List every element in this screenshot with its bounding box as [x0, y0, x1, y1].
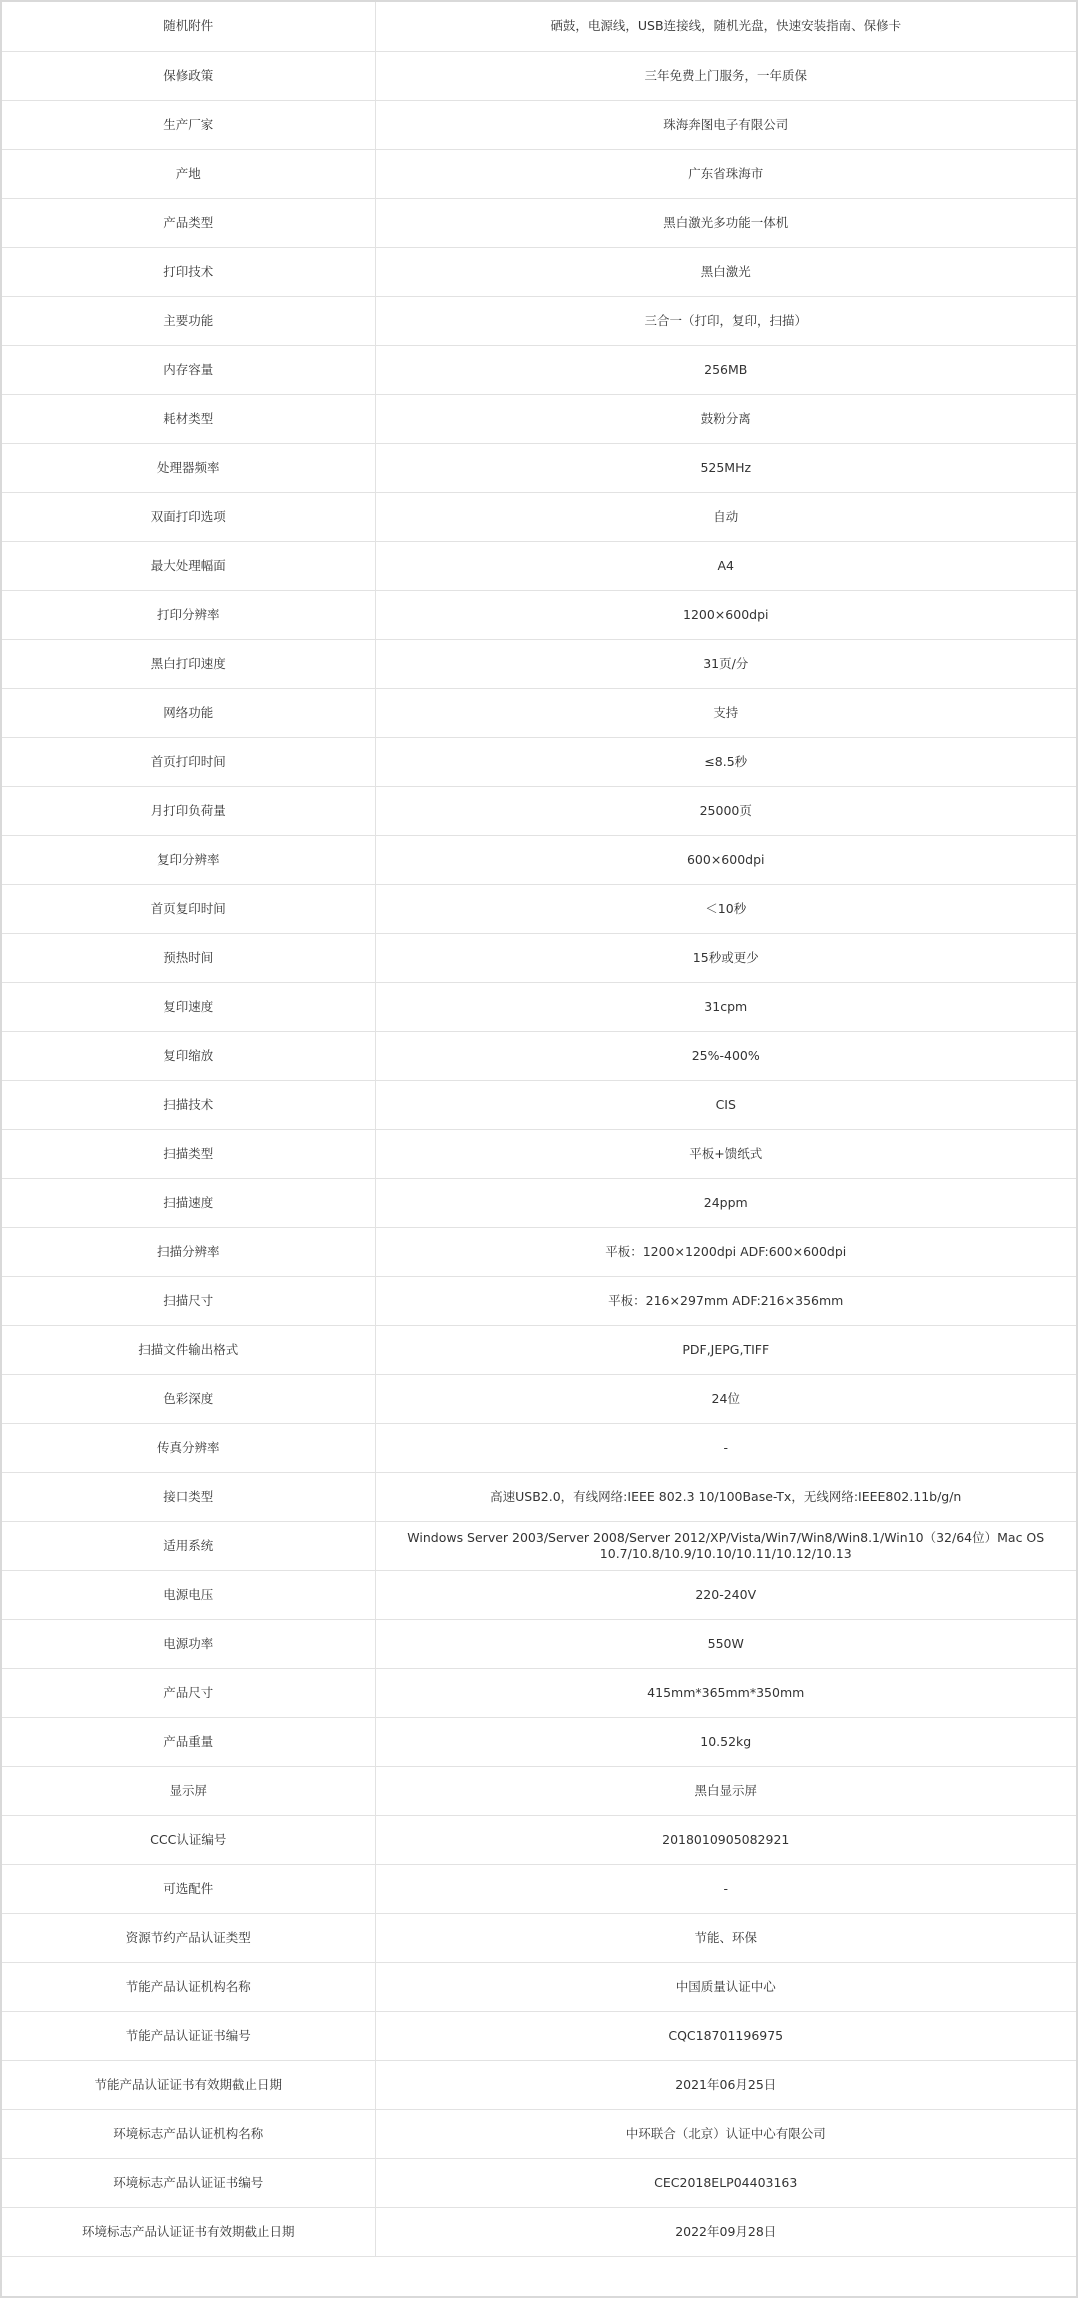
- spec-row: [2, 884, 1076, 933]
- spec-value: 黑白显示屏: [375, 1766, 1076, 1815]
- spec-value: 三年免费上门服务，一年质保: [375, 51, 1076, 100]
- spec-value: 220-240V: [375, 1570, 1076, 1619]
- spec-label: 可选配件: [2, 1864, 375, 1913]
- spec-label: 扫描尺寸: [2, 1276, 375, 1325]
- spec-value: 珠海奔图电子有限公司: [375, 100, 1076, 149]
- spec-table-body: [2, 2, 1076, 2256]
- spec-label: 耗材类型: [2, 394, 375, 443]
- spec-label: 随机附件: [2, 2, 375, 51]
- spec-value: -: [375, 1864, 1076, 1913]
- spec-label: 扫描技术: [2, 1080, 375, 1129]
- spec-row: [2, 1227, 1076, 1276]
- spec-row: [2, 1717, 1076, 1766]
- spec-row: [2, 1325, 1076, 1374]
- spec-row: [2, 2109, 1076, 2158]
- spec-label: 黑白打印速度: [2, 639, 375, 688]
- spec-row: [2, 51, 1076, 100]
- spec-row: [2, 786, 1076, 835]
- spec-label: 扫描类型: [2, 1129, 375, 1178]
- spec-value: A4: [375, 541, 1076, 590]
- spec-label: 打印分辨率: [2, 590, 375, 639]
- spec-row: [2, 982, 1076, 1031]
- spec-row: [2, 1668, 1076, 1717]
- spec-label: 电源功率: [2, 1619, 375, 1668]
- spec-label: 打印技术: [2, 247, 375, 296]
- spec-label: 内存容量: [2, 345, 375, 394]
- spec-row: [2, 1472, 1076, 1521]
- spec-label: 首页打印时间: [2, 737, 375, 786]
- spec-label: 环境标志产品认证机构名称: [2, 2109, 375, 2158]
- spec-label: 接口类型: [2, 1472, 375, 1521]
- spec-label: 环境标志产品认证证书有效期截止日期: [2, 2207, 375, 2256]
- spec-row: [2, 198, 1076, 247]
- spec-row: [2, 1178, 1076, 1227]
- spec-value: 黑白激光多功能一体机: [375, 198, 1076, 247]
- spec-value: 平板：216×297mm ADF:216×356mm: [375, 1276, 1076, 1325]
- spec-value: 硒鼓，电源线，USB连接线，随机光盘，快速安装指南、保修卡: [375, 2, 1076, 51]
- spec-label: 产地: [2, 149, 375, 198]
- spec-value: PDF,JEPG,TIFF: [375, 1325, 1076, 1374]
- spec-label: 产品类型: [2, 198, 375, 247]
- spec-value: 1200×600dpi: [375, 590, 1076, 639]
- spec-row: [2, 492, 1076, 541]
- spec-row: [2, 1080, 1076, 1129]
- spec-label: CCC认证编号: [2, 1815, 375, 1864]
- spec-row: [2, 1913, 1076, 1962]
- spec-row: [2, 1276, 1076, 1325]
- spec-label: 产品尺寸: [2, 1668, 375, 1717]
- spec-row: [2, 688, 1076, 737]
- spec-value: 550W: [375, 1619, 1076, 1668]
- spec-value: ≤8.5秒: [375, 737, 1076, 786]
- spec-row: [2, 737, 1076, 786]
- spec-label: 扫描速度: [2, 1178, 375, 1227]
- spec-label: 最大处理幅面: [2, 541, 375, 590]
- spec-row: [2, 1864, 1076, 1913]
- spec-row: [2, 1423, 1076, 1472]
- spec-value: 2022年09月28日: [375, 2207, 1076, 2256]
- spec-label: 处理器频率: [2, 443, 375, 492]
- spec-value: 256MB: [375, 345, 1076, 394]
- spec-row: [2, 2207, 1076, 2256]
- spec-label: 环境标志产品认证证书编号: [2, 2158, 375, 2207]
- spec-label: 生产厂家: [2, 100, 375, 149]
- spec-label: 适用系统: [2, 1521, 375, 1570]
- spec-row: [2, 394, 1076, 443]
- spec-value: 三合一（打印，复印，扫描）: [375, 296, 1076, 345]
- spec-row: [2, 2011, 1076, 2060]
- spec-value: 平板：1200×1200dpi ADF:600×600dpi: [375, 1227, 1076, 1276]
- spec-value: 525MHz: [375, 443, 1076, 492]
- spec-value: 自动: [375, 492, 1076, 541]
- spec-row: [2, 1570, 1076, 1619]
- spec-value: 高速USB2.0，有线网络:IEEE 802.3 10/100Base-Tx，无线网络:IEEE802.11b/g/n: [375, 1472, 1076, 1521]
- spec-value: 31cpm: [375, 982, 1076, 1031]
- spec-row: [2, 2, 1076, 51]
- spec-row: [2, 296, 1076, 345]
- spec-value: 15秒或更少: [375, 933, 1076, 982]
- spec-label: 双面打印选项: [2, 492, 375, 541]
- spec-label: 传真分辨率: [2, 1423, 375, 1472]
- spec-value: CIS: [375, 1080, 1076, 1129]
- spec-row: [2, 1766, 1076, 1815]
- spec-row: [2, 590, 1076, 639]
- spec-label: 复印速度: [2, 982, 375, 1031]
- spec-row: [2, 1815, 1076, 1864]
- spec-row: [2, 933, 1076, 982]
- spec-label: 节能产品认证证书编号: [2, 2011, 375, 2060]
- spec-value: 25000页: [375, 786, 1076, 835]
- spec-row: [2, 247, 1076, 296]
- spec-label: 节能产品认证机构名称: [2, 1962, 375, 2011]
- spec-label: 扫描分辨率: [2, 1227, 375, 1276]
- spec-value: 节能、环保: [375, 1913, 1076, 1962]
- spec-value: 支持: [375, 688, 1076, 737]
- spec-value: 2018010905082921: [375, 1815, 1076, 1864]
- spec-value: 10.52kg: [375, 1717, 1076, 1766]
- spec-value: ＜10秒: [375, 884, 1076, 933]
- spec-value: -: [375, 1423, 1076, 1472]
- spec-label: 色彩深度: [2, 1374, 375, 1423]
- spec-label: 产品重量: [2, 1717, 375, 1766]
- spec-label: 资源节约产品认证类型: [2, 1913, 375, 1962]
- spec-value: 24位: [375, 1374, 1076, 1423]
- spec-label: 电源电压: [2, 1570, 375, 1619]
- spec-value: 2021年06月25日: [375, 2060, 1076, 2109]
- spec-label: 复印分辨率: [2, 835, 375, 884]
- spec-value: 600×600dpi: [375, 835, 1076, 884]
- spec-label: 复印缩放: [2, 1031, 375, 1080]
- spec-table: [2, 2, 1076, 2257]
- spec-value: 鼓粉分离: [375, 394, 1076, 443]
- spec-value: 广东省珠海市: [375, 149, 1076, 198]
- spec-row: [2, 1031, 1076, 1080]
- spec-row: [2, 1129, 1076, 1178]
- spec-value: 25%-400%: [375, 1031, 1076, 1080]
- spec-row: [2, 1962, 1076, 2011]
- spec-label: 网络功能: [2, 688, 375, 737]
- spec-value: 415mm*365mm*350mm: [375, 1668, 1076, 1717]
- spec-label: 主要功能: [2, 296, 375, 345]
- spec-label: 保修政策: [2, 51, 375, 100]
- spec-value: 中环联合（北京）认证中心有限公司: [375, 2109, 1076, 2158]
- spec-value: 24ppm: [375, 1178, 1076, 1227]
- spec-row: [2, 149, 1076, 198]
- spec-label: 首页复印时间: [2, 884, 375, 933]
- spec-label: 节能产品认证证书有效期截止日期: [2, 2060, 375, 2109]
- spec-row: [2, 835, 1076, 884]
- spec-value: 中国质量认证中心: [375, 1962, 1076, 2011]
- spec-row: [2, 1619, 1076, 1668]
- spec-row: [2, 1521, 1076, 1570]
- spec-row: [2, 541, 1076, 590]
- spec-value: CEC2018ELP04403163: [375, 2158, 1076, 2207]
- spec-row: [2, 443, 1076, 492]
- spec-value: CQC18701196975: [375, 2011, 1076, 2060]
- spec-label: 预热时间: [2, 933, 375, 982]
- spec-value: 平板+馈纸式: [375, 1129, 1076, 1178]
- spec-row: [2, 345, 1076, 394]
- spec-value: 31页/分: [375, 639, 1076, 688]
- spec-row: [2, 1374, 1076, 1423]
- spec-row: [2, 100, 1076, 149]
- spec-value: 黑白激光: [375, 247, 1076, 296]
- spec-row: [2, 2158, 1076, 2207]
- spec-label: 显示屏: [2, 1766, 375, 1815]
- spec-label: 月打印负荷量: [2, 786, 375, 835]
- spec-label: 扫描文件输出格式: [2, 1325, 375, 1374]
- spec-row: [2, 639, 1076, 688]
- spec-value: Windows Server 2003/Server 2008/Server 2012/XP/Vista/Win7/Win8/Win8.1/Win10（32/64位）Mac OS 10.7/10.8/10.9/10.10/10.11/10.12/10.13: [375, 1521, 1076, 1570]
- spec-row: [2, 2060, 1076, 2109]
